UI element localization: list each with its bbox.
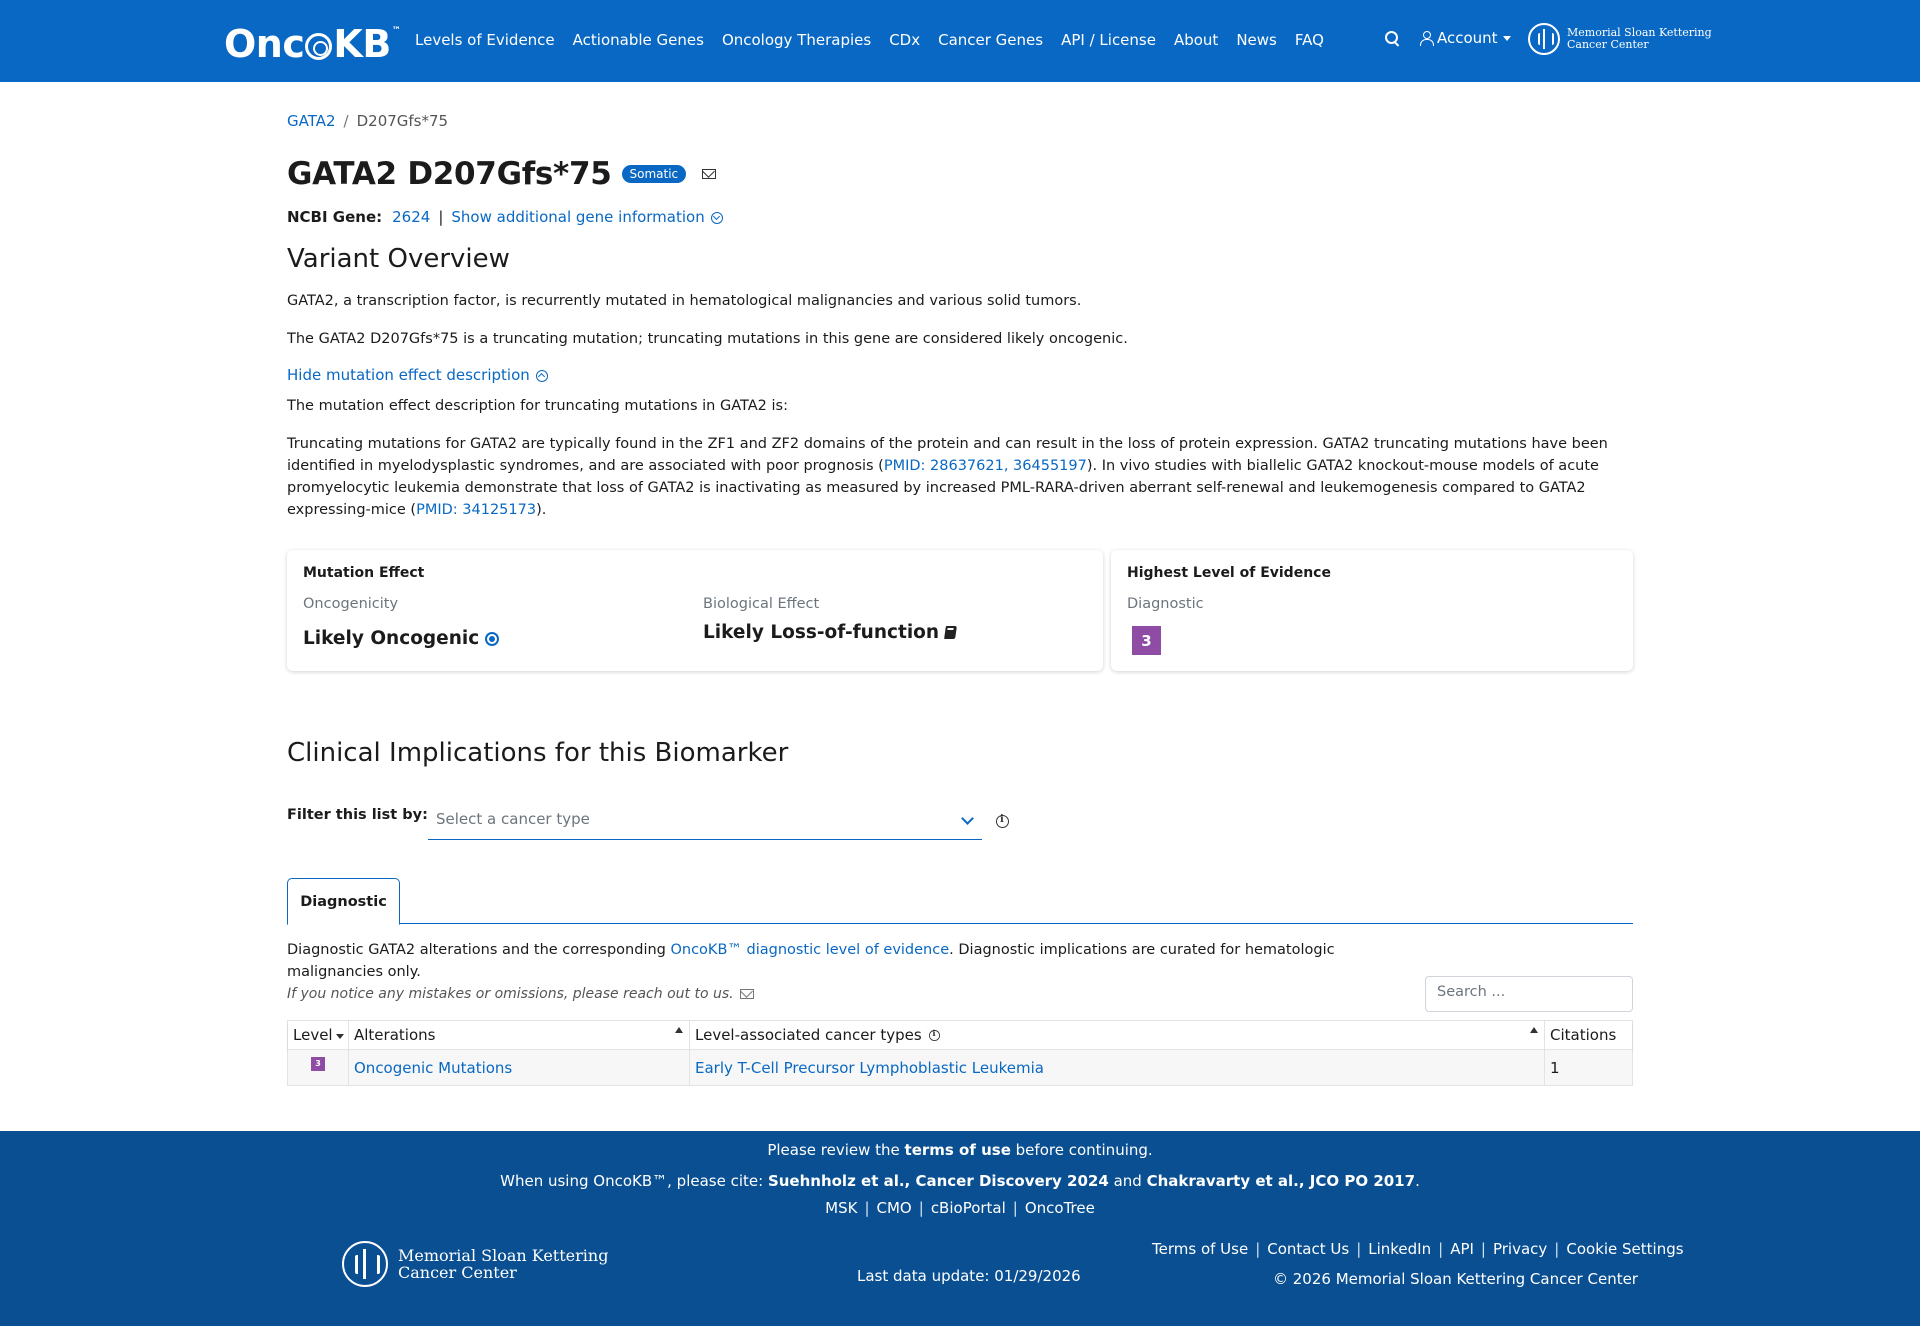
logo-target-icon xyxy=(305,33,332,60)
nav-actionable-genes[interactable]: Actionable Genes xyxy=(572,31,704,49)
col-cancer-types[interactable] xyxy=(690,1021,1545,1049)
tabs-underline xyxy=(287,923,1633,924)
oncogenicity-label: Oncogenicity xyxy=(303,596,399,612)
msk-line2: Cancer Center xyxy=(1567,38,1649,51)
footer-api[interactable]: API xyxy=(1450,1240,1474,1258)
footer-msk-logo[interactable] xyxy=(342,1241,608,1287)
info-icon[interactable] xyxy=(996,815,1009,828)
somatic-badge: Somatic xyxy=(622,165,687,183)
breadcrumb-gene-link[interactable]: GATA2 xyxy=(287,112,336,130)
footer-links: Terms of Use | Contact Us | LinkedIn | API | Privacy | Cookie Settings xyxy=(1152,1240,1684,1258)
implications-table xyxy=(287,1020,1633,1086)
search-icon[interactable] xyxy=(1385,31,1400,46)
table-search-input[interactable]: Search ... xyxy=(1425,976,1633,1012)
ncbi-gene-link[interactable]: 2624 xyxy=(392,208,431,226)
ncbi-gene-row xyxy=(287,208,723,226)
hide-mutation-effect-toggle[interactable] xyxy=(287,366,548,384)
select-placeholder: Select a cancer type xyxy=(436,810,590,828)
highest-level-card xyxy=(1111,550,1633,671)
col-level[interactable] xyxy=(288,1021,349,1049)
msk-line1: Memorial Sloan Kettering xyxy=(1567,26,1712,39)
footer-cookie-settings[interactable]: Cookie Settings xyxy=(1566,1240,1684,1258)
last-data-update: Last data update: 01/29/2026 xyxy=(857,1267,1081,1285)
partner-cbioportal[interactable]: cBioPortal xyxy=(930,1199,1006,1217)
breadcrumb-variant: D207Gfs*75 xyxy=(356,112,449,130)
biological-effect-text: Likely Loss-of-function xyxy=(703,622,940,643)
level-3-badge[interactable]: 3 xyxy=(1132,626,1161,655)
msk-logo-text xyxy=(1567,27,1712,51)
user-icon xyxy=(1420,31,1432,46)
pmid-link-1[interactable]: PMID: 28637621, 36455197 xyxy=(883,458,1087,474)
footer-partners: MSK | CMO | cBioPortal | OncoTree xyxy=(825,1199,1095,1217)
logo-text-post: KB xyxy=(333,22,391,66)
footer-citation xyxy=(0,1172,1920,1190)
logo-tm: ™ xyxy=(391,26,401,36)
nav-right xyxy=(1385,29,1511,47)
sort-down-icon xyxy=(336,1034,344,1039)
variant-summary: The GATA2 D207Gfs*75 is a truncating mutation; truncating mutations in this gene are considered likely oncogenic. xyxy=(287,331,1128,347)
feedback-mail-icon[interactable] xyxy=(740,989,754,999)
oncogenicity-value xyxy=(303,628,499,649)
clinical-implications-heading: Clinical Implications for this Biomarker xyxy=(287,738,789,768)
partner-oncotree[interactable]: OncoTree xyxy=(1024,1199,1095,1217)
row-alteration-cell xyxy=(349,1050,690,1085)
cite-and: and xyxy=(1108,1172,1147,1190)
filter-label: Filter this list by: xyxy=(287,807,428,823)
col-alterations-label: Alterations xyxy=(354,1026,436,1044)
col-alterations[interactable] xyxy=(349,1021,690,1049)
top-navbar xyxy=(0,0,1920,82)
feedback-note xyxy=(287,986,754,1002)
review-pre: Please review the xyxy=(767,1141,905,1159)
chevron-down-circle-icon xyxy=(711,212,723,224)
nav-faq[interactable]: FAQ xyxy=(1294,31,1324,49)
partner-cmo[interactable]: CMO xyxy=(876,1199,912,1217)
nav-news[interactable]: News xyxy=(1236,31,1277,49)
footer-linkedin[interactable]: LinkedIn xyxy=(1368,1240,1432,1258)
diag-desc-post: . Diagnostic implications are curated for hematologic malignancies only. xyxy=(287,942,1335,980)
sort-up-icon xyxy=(675,1027,683,1033)
footer xyxy=(0,1131,1920,1326)
partner-msk[interactable]: MSK xyxy=(825,1199,858,1217)
chevron-up-circle-icon xyxy=(536,370,548,382)
alteration-link[interactable]: Oncogenic Mutations xyxy=(354,1058,513,1077)
col-citations-label: Citations xyxy=(1550,1026,1617,1044)
page-title: GATA2 D207Gfs*75 xyxy=(287,156,612,192)
citation-link-1[interactable]: Suehnholz et al., Cancer Discovery 2024 xyxy=(767,1172,1109,1190)
col-cancer-types-label: Level-associated cancer types xyxy=(695,1026,922,1044)
account-label: Account xyxy=(1437,29,1498,47)
cancer-type-select[interactable] xyxy=(428,804,982,840)
biological-effect-value xyxy=(703,622,956,643)
row-level-badge[interactable]: 3 xyxy=(311,1057,325,1071)
chevron-down-icon xyxy=(961,812,974,825)
desc-part3: ). xyxy=(536,502,547,518)
nav-cdx[interactable]: CDx xyxy=(889,31,921,49)
breadcrumb-separator: / xyxy=(343,112,349,130)
diagnostic-level-link[interactable]: OncoKB™ diagnostic level of evidence xyxy=(670,942,950,958)
ncbi-label: NCBI Gene: xyxy=(287,208,383,226)
nav-cancer-genes[interactable]: Cancer Genes xyxy=(938,31,1044,49)
col-level-label: Level xyxy=(293,1026,333,1044)
footer-terms-of-use[interactable]: Terms of Use xyxy=(1152,1240,1249,1258)
cite-pre: When using OncoKB™, please cite: xyxy=(500,1172,768,1190)
table-header xyxy=(288,1021,1632,1050)
row-level-cell xyxy=(288,1050,349,1085)
mail-icon[interactable] xyxy=(702,169,716,179)
terms-of-use-link[interactable]: terms of use xyxy=(904,1141,1011,1159)
msk-emblem-icon xyxy=(342,1241,388,1287)
toggle-label: Hide mutation effect description xyxy=(287,366,530,384)
citation-link-2[interactable]: Chakravarty et al., JCO PO 2017 xyxy=(1146,1172,1416,1190)
col-citations[interactable] xyxy=(1545,1021,1632,1049)
nav-about[interactable]: About xyxy=(1173,31,1219,49)
pmid-link-2[interactable]: PMID: 34125173 xyxy=(416,502,537,518)
nav-oncology-therapies[interactable]: Oncology Therapies xyxy=(721,31,872,49)
nav-levels-of-evidence[interactable]: Levels of Evidence xyxy=(415,31,555,49)
footer-msk-text xyxy=(398,1247,608,1281)
diagnostic-description xyxy=(287,939,1387,983)
mutation-effect-title: Mutation Effect xyxy=(303,565,425,581)
review-post: before continuing. xyxy=(1010,1141,1153,1159)
row-cancer-type-cell xyxy=(690,1050,1545,1085)
nav-menu xyxy=(415,31,1342,49)
oncogenic-target-icon xyxy=(485,632,499,646)
title-row xyxy=(287,156,716,192)
tab-diagnostic[interactable]: Diagnostic xyxy=(287,878,400,925)
show-gene-info-link[interactable] xyxy=(451,208,722,226)
footer-contact-us[interactable]: Contact Us xyxy=(1267,1240,1350,1258)
oncokb-logo[interactable] xyxy=(224,22,400,66)
table-row xyxy=(288,1050,1632,1085)
ncbi-separator: | xyxy=(438,208,444,226)
citations-count: 1 xyxy=(1550,1058,1560,1077)
highest-level-sub: Diagnostic xyxy=(1127,596,1204,612)
cite-end: . xyxy=(1415,1172,1420,1190)
desc-part2: ). In vivo studies with biallelic GATA2 knockout-mouse models of acute promyelocytic leukemia demonstrate that loss of GATA2 is inactivating as measured by increased PML-RARA-driven aberrant self-renewal and leukemogenesis compared to GATA2 expressing-mice ( xyxy=(287,458,1599,518)
variant-overview-heading: Variant Overview xyxy=(287,244,510,274)
mutation-effect-intro: The mutation effect description for truncating mutations in GATA2 is: xyxy=(287,398,788,414)
mutation-effect-card xyxy=(287,550,1103,671)
logo-text-pre: Onc xyxy=(224,22,305,66)
sort-up-icon xyxy=(1530,1027,1538,1033)
show-gene-info-label: Show additional gene information xyxy=(451,208,705,226)
highest-level-title: Highest Level of Evidence xyxy=(1127,565,1331,581)
book-icon[interactable] xyxy=(944,626,957,639)
diag-desc-pre: Diagnostic GATA2 alterations and the corresponding xyxy=(287,942,671,958)
oncogenicity-text: Likely Oncogenic xyxy=(303,628,480,649)
nav-api-license[interactable]: API / License xyxy=(1061,31,1156,49)
biological-effect-label: Biological Effect xyxy=(703,596,820,612)
breadcrumb xyxy=(287,112,448,130)
desc-part1: Truncating mutations for GATA2 are typically found in the ZF1 and ZF2 domains of the protein and can result in the loss of protein expression. GATA2 truncating mutations have been identified in myelodysplastic syndromes, and are associated with poor prognosis ( xyxy=(287,436,1608,474)
cancer-types-info-icon[interactable] xyxy=(929,1029,940,1040)
msk-emblem-icon xyxy=(1528,23,1560,55)
feedback-note-text: If you notice any mistakes or omissions, please reach out to us. xyxy=(287,986,734,1002)
footer-privacy[interactable]: Privacy xyxy=(1492,1240,1548,1258)
gene-summary: GATA2, a transcription factor, is recurrently mutated in hematological malignancies and various solid tumors. xyxy=(287,293,1082,309)
footer-terms-notice xyxy=(0,1141,1920,1159)
footer-msk-line1: Memorial Sloan Kettering xyxy=(398,1246,609,1265)
account-dropdown[interactable] xyxy=(1420,29,1511,47)
footer-msk-line2: Cancer Center xyxy=(398,1263,517,1282)
row-citations-cell[interactable] xyxy=(1545,1050,1632,1085)
footer-copyright: © 2026 Memorial Sloan Kettering Cancer Center xyxy=(1273,1270,1638,1288)
mutation-effect-description xyxy=(287,433,1633,521)
msk-logo-nav[interactable] xyxy=(1528,23,1712,55)
cancer-type-link[interactable]: Early T-Cell Precursor Lymphoblastic Leukemia xyxy=(695,1058,1044,1077)
caret-down-icon xyxy=(1503,36,1511,41)
